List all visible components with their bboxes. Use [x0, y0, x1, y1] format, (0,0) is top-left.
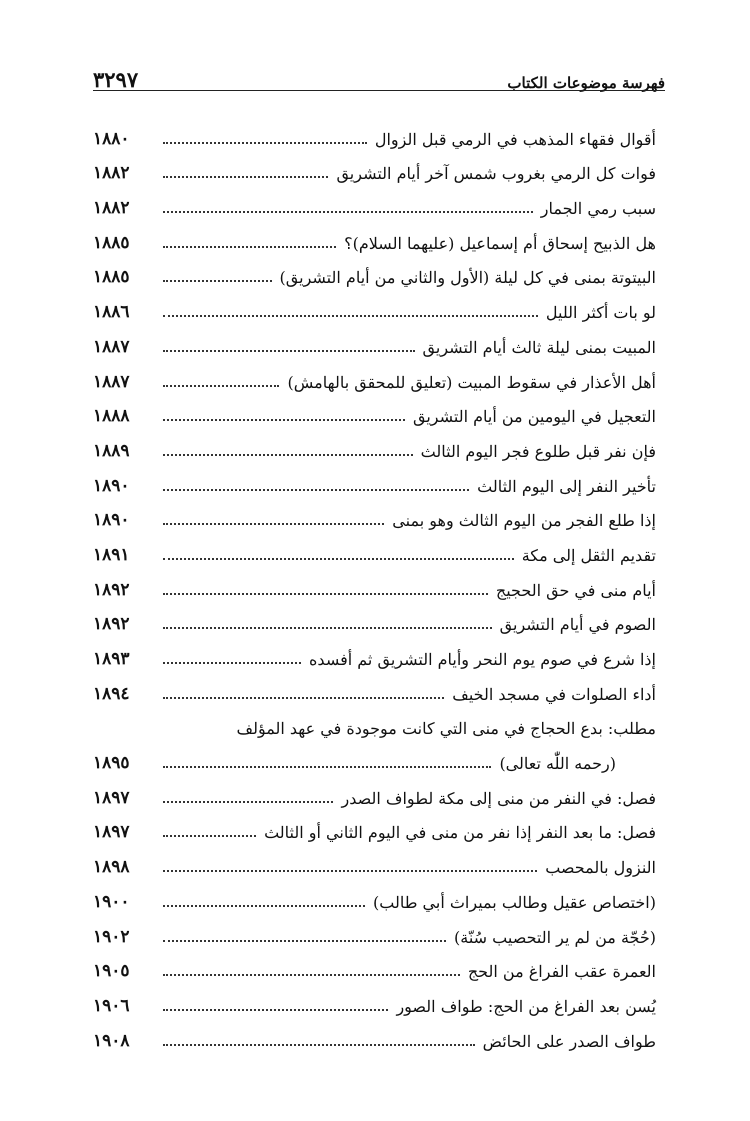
toc-entry-page: ١٩٠٢ [93, 926, 130, 947]
toc-entry-continuation [93, 740, 656, 775]
dot-leader [163, 454, 413, 456]
toc-entry-page: ١٨٨٢ [93, 198, 130, 219]
toc-entry [93, 498, 656, 533]
toc-entry-page: ١٩٠٠ [93, 891, 130, 912]
dot-leader [163, 870, 537, 872]
toc-entry-title: إذا شرع في صوم يوم النحر وأيام التشريق ثم أفسده [309, 650, 656, 669]
toc-entry [93, 706, 656, 741]
toc-entry-title: أداء الصلوات في مسجد الخيف [452, 684, 656, 704]
dot-leader [163, 905, 365, 907]
toc-entry-page: ١٨٨٥ [93, 232, 130, 253]
toc-entry-page: ١٨٨٩ [93, 440, 130, 461]
toc-entry-page: ١٨٨٧ [93, 371, 130, 392]
toc-entry [93, 844, 656, 879]
toc-entry-page: ١٨٩٨ [93, 857, 130, 878]
toc-entry-title: يُسن بعد الفراغ من الحج: طواف الصور [396, 996, 656, 1016]
toc-entry-page: ١٨٨٢ [93, 163, 130, 184]
toc-entry [93, 394, 656, 429]
toc-entry-page: ١٨٩٧ [93, 822, 130, 843]
toc-entry-title: فوات كل الرمي بغروب شمس آخر أيام التشريق [336, 164, 656, 184]
toc-entry [93, 359, 656, 394]
toc-entry-title: فصل: ما بعد النفر إذا نفر من منى في اليوم الثاني أو الثالث [264, 823, 656, 843]
toc-entry [93, 602, 656, 637]
toc-entry [93, 949, 656, 984]
toc-entry-title: فصل: في النفر من منى إلى مكة لطواف الصدر [341, 788, 656, 808]
toc-entry-title: (اختصاص عقيل وطالب بميراث أبي طالب) [373, 892, 656, 912]
toc-entry-page: ١٨٩٥ [93, 753, 130, 774]
table-of-contents [93, 116, 656, 1053]
toc-entry-page: ١٨٩٧ [93, 787, 130, 808]
toc-entry-title: النزول بالمحصب [545, 858, 656, 878]
toc-entry-title: (رحمه اللّٰه تعالى) [499, 754, 616, 774]
toc-entry [93, 324, 656, 359]
header-rule [93, 90, 665, 91]
dot-leader [163, 1044, 475, 1046]
toc-entry [93, 428, 656, 463]
dot-leader [163, 558, 514, 560]
toc-entry-title: لو بات أكثر الليل [545, 303, 656, 323]
dot-leader [163, 523, 384, 525]
toc-entry-title: طواف الصدر على الحائض [482, 1031, 656, 1051]
running-title: فهرسة موضوعات الكتاب [507, 74, 665, 92]
toc-entry [93, 220, 656, 255]
toc-entry-title: الصوم في أيام التشريق [499, 615, 656, 635]
toc-entry [93, 775, 656, 810]
dot-leader [163, 697, 444, 699]
toc-entry-title: البيتوتة بمنى في كل ليلة (الأول والثاني من أيام التشريق) [279, 268, 656, 288]
toc-entry-title: تأخير النفر إلى اليوم الثالث [477, 476, 656, 496]
dot-leader [163, 176, 328, 178]
dot-leader [163, 315, 538, 317]
toc-entry [93, 532, 656, 567]
dot-leader [163, 940, 446, 942]
dot-leader [163, 801, 333, 803]
page-number: ٣٢٩٧ [93, 67, 139, 92]
page-header [93, 52, 665, 92]
dot-leader [163, 142, 367, 144]
toc-entry [93, 116, 656, 151]
toc-entry [93, 810, 656, 845]
toc-entry [93, 983, 656, 1018]
dot-leader [163, 350, 415, 352]
dot-leader [163, 835, 256, 837]
dot-leader [163, 385, 279, 387]
toc-entry-title: إذا طلع الفجر من اليوم الثالث وهو بمنى [392, 511, 656, 531]
toc-entry-page: ١٨٨٧ [93, 336, 130, 357]
toc-entry-page: ١٨٨٦ [93, 302, 130, 323]
toc-entry-title: التعجيل في اليومين من أيام التشريق [412, 407, 656, 427]
dot-leader [163, 489, 469, 491]
dot-leader [163, 662, 301, 664]
toc-entry [93, 914, 656, 949]
dot-leader [163, 211, 533, 213]
toc-entry-page: ١٨٩٠ [93, 475, 130, 496]
toc-entry [93, 1018, 656, 1053]
toc-entry [93, 255, 656, 290]
toc-entry-page: ١٩٠٥ [93, 961, 130, 982]
toc-entry-title: المبيت بمنى ليلة ثالث أيام التشريق [422, 337, 656, 357]
dot-leader [163, 1009, 388, 1011]
toc-entry [93, 567, 656, 602]
toc-entry-page: ١٨٨٨ [93, 406, 130, 427]
toc-entry-page: ١٨٩٠ [93, 510, 130, 531]
toc-entry-title: سبب رمي الجمار [540, 199, 656, 219]
toc-entry-page: ١٩٠٦ [93, 995, 130, 1016]
toc-entry [93, 463, 656, 498]
toc-entry-page: ١٨٩١ [93, 544, 130, 565]
dot-leader [163, 627, 492, 629]
toc-entry-page: ١٨٩٢ [93, 579, 130, 600]
toc-entry-title: هل الذبيح إسحاق أم إسماعيل (عليهما السلام)؟ [344, 233, 656, 253]
toc-entry [93, 185, 656, 220]
dot-leader [163, 766, 491, 768]
toc-entry-page: ١٨٨٥ [93, 267, 130, 288]
dot-leader [163, 246, 336, 248]
toc-entry-title: فإن نفر قبل طلوع فجر اليوم الثالث [420, 441, 656, 461]
dot-leader [163, 419, 405, 421]
toc-entry-title: مطلب: بدع الحجاج في منى التي كانت موجودة في عهد المؤلف [236, 719, 656, 739]
toc-entry [93, 636, 656, 671]
toc-entry-title: تقديم الثقل إلى مكة [521, 545, 656, 565]
toc-entry-page: ١٨٩٣ [93, 649, 130, 669]
toc-entry-page: ١٨٨٠ [93, 128, 130, 149]
dot-leader [163, 593, 488, 595]
dot-leader [163, 974, 460, 976]
toc-entry-page: ١٨٩٢ [93, 614, 130, 635]
toc-entry [93, 671, 656, 706]
toc-entry-title: أقوال فقهاء المذهب في الرمي قبل الزوال [374, 129, 656, 149]
toc-entry-title: أهل الأعذار في سقوط المبيت (تعليق للمحقق بالهامش) [287, 372, 656, 392]
toc-entry-title: أيام منى في حق الحجيج [495, 580, 656, 600]
toc-entry-title: (حُجّة من لم ير التحصيب سُنّة) [454, 927, 656, 947]
toc-entry [93, 151, 656, 186]
toc-entry-page: ١٨٩٤ [93, 683, 130, 704]
toc-entry [93, 879, 656, 914]
toc-entry-title: العمرة عقب الفراغ من الحج [467, 962, 656, 982]
toc-entry-page: ١٩٠٨ [93, 1030, 130, 1051]
toc-entry [93, 289, 656, 324]
dot-leader [163, 280, 272, 282]
